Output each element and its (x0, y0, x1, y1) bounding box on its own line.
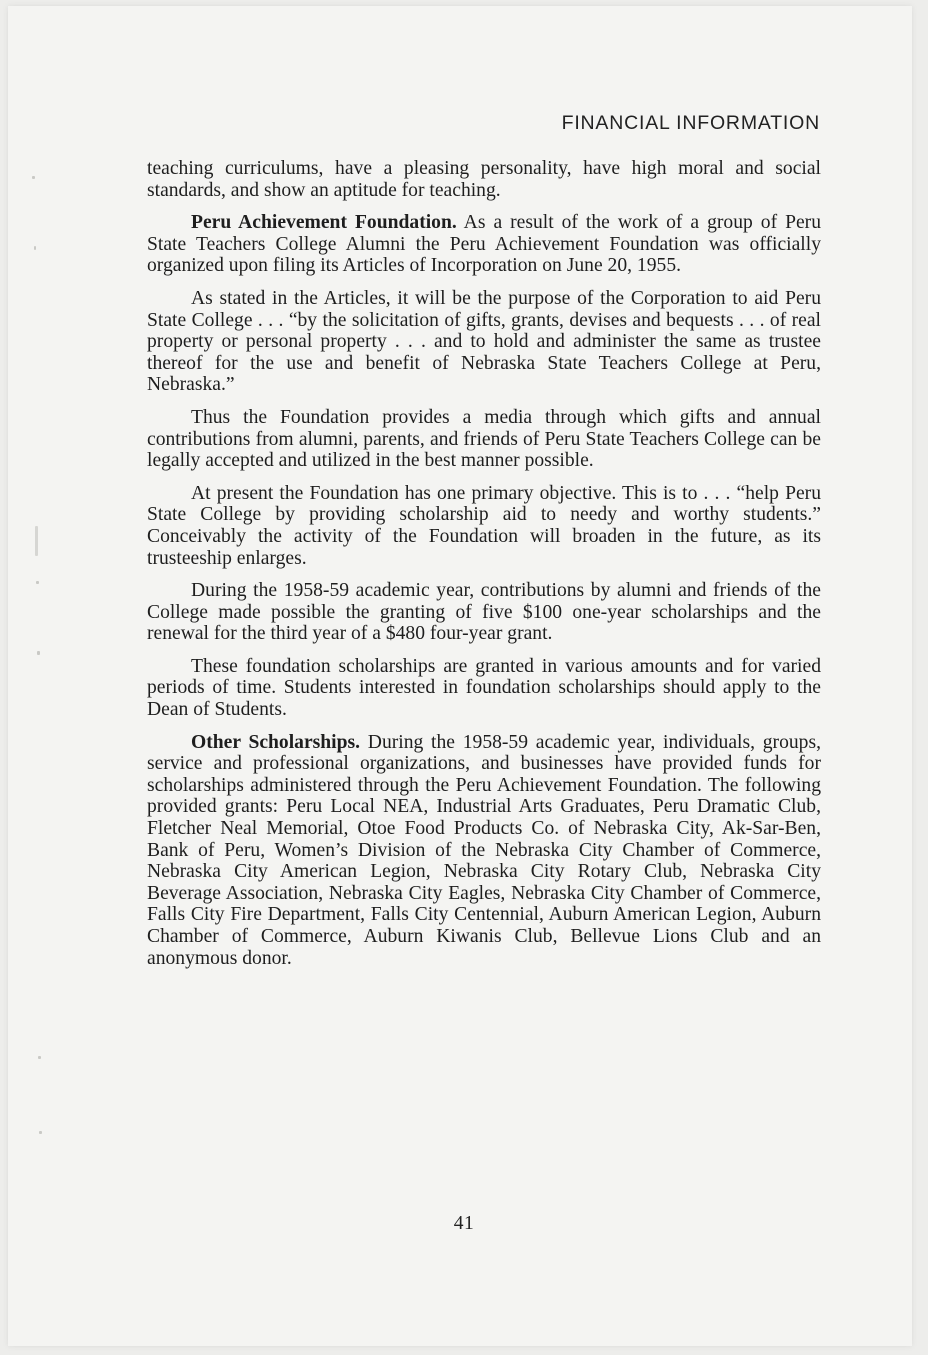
paragraph-text: These foundation scholarships are granted in various amounts and for varied periods of time. Students interested in foundation scholarships should apply to the Dean of Students. (147, 655, 821, 721)
paragraph-foundation-media (147, 407, 821, 472)
paragraph-primary-objective (147, 483, 821, 569)
running-head: FINANCIAL INFORMATION (561, 112, 820, 134)
paragraph-other-scholarships (147, 732, 821, 970)
section-heading-peru-achievement-foundation: Peru Achievement Foundation. (191, 212, 457, 234)
paragraph-text: As a result of the work of a group of Peru State Teachers College Alumni the Peru Achievement Foundation was officially organized upon filing its Articles of Incorporation on June 20, 1955. (147, 212, 821, 277)
paragraph-teaching-curriculums (147, 158, 821, 201)
scan-speck (39, 1131, 42, 1134)
scan-speck (37, 651, 40, 655)
paragraph-text: During the 1958-59 academic year, contributions by alumni and friends of the College made possible the granting of five $100 one-year scholarships and the renewal for the third year of a $480 four-year grant. (147, 580, 821, 645)
scan-speck (35, 526, 38, 556)
paragraph-text: At present the Foundation has one primary objective. This is to . . . “help Peru State College by providing scholarship aid to needy and worthy students.” Conceivably the activity of the Foundation will broaden in the future, as its trusteeship enlarges. (147, 482, 821, 569)
scan-speck (32, 176, 35, 179)
scan-speck (36, 581, 39, 584)
paragraph-academic-year-contributions (147, 580, 821, 645)
paragraph-peru-achievement-foundation (147, 212, 821, 277)
paragraph-text: As stated in the Articles, it will be the purpose of the Corporation to aid Peru State College . . . “by the solicitation of gifts, grants, devises and bequests . . . of real property or personal property . . . and to hold and administer the same as trustee thereof for the use and benefit of Nebraska State Teachers College at Peru, Nebraska.” (147, 287, 821, 396)
scan-speck (34, 246, 36, 250)
paragraph-text: During the 1958-59 academic year, individuals, groups, service and professional organizations, and businesses have provided funds for scholarships administered through the Peru Achievement Foundation. The following provided grants: Peru Local NEA, Industrial Arts Graduates, Peru Dramatic Club, Fletcher Neal Memorial, Otoe Food Products Co. of Nebraska City, Ak-Sar-Ben, Bank of Peru, Women’s Division of the Nebraska City Chamber of Commerce, Nebraska City American Legion, Nebraska City Rotary Club, Nebraska City Beverage Association, Nebraska City Eagles, Nebraska City Chamber of Commerce, Falls City Fire Department, Falls City Centennial, Auburn American Legion, Auburn Chamber of Commerce, Auburn Kiwanis Club, Bellevue Lions Club and an anonymous donor. (147, 731, 821, 969)
paragraph-foundation-scholarships (147, 656, 821, 721)
paragraph-text: teaching curriculums, have a pleasing personality, have high moral and social standards, and show an aptitude for teaching. (147, 158, 821, 201)
scan-speck (38, 1056, 41, 1059)
body-text (147, 158, 821, 980)
paragraph-articles (147, 288, 821, 396)
section-heading-other-scholarships: Other Scholarships. (191, 731, 361, 753)
page-number: 41 (453, 1213, 475, 1234)
paragraph-text: Thus the Foundation provides a media through which gifts and annual contributions from alumni, parents, and friends of Peru State Teachers College can be legally accepted and utilized in the best manner possible. (147, 406, 821, 472)
